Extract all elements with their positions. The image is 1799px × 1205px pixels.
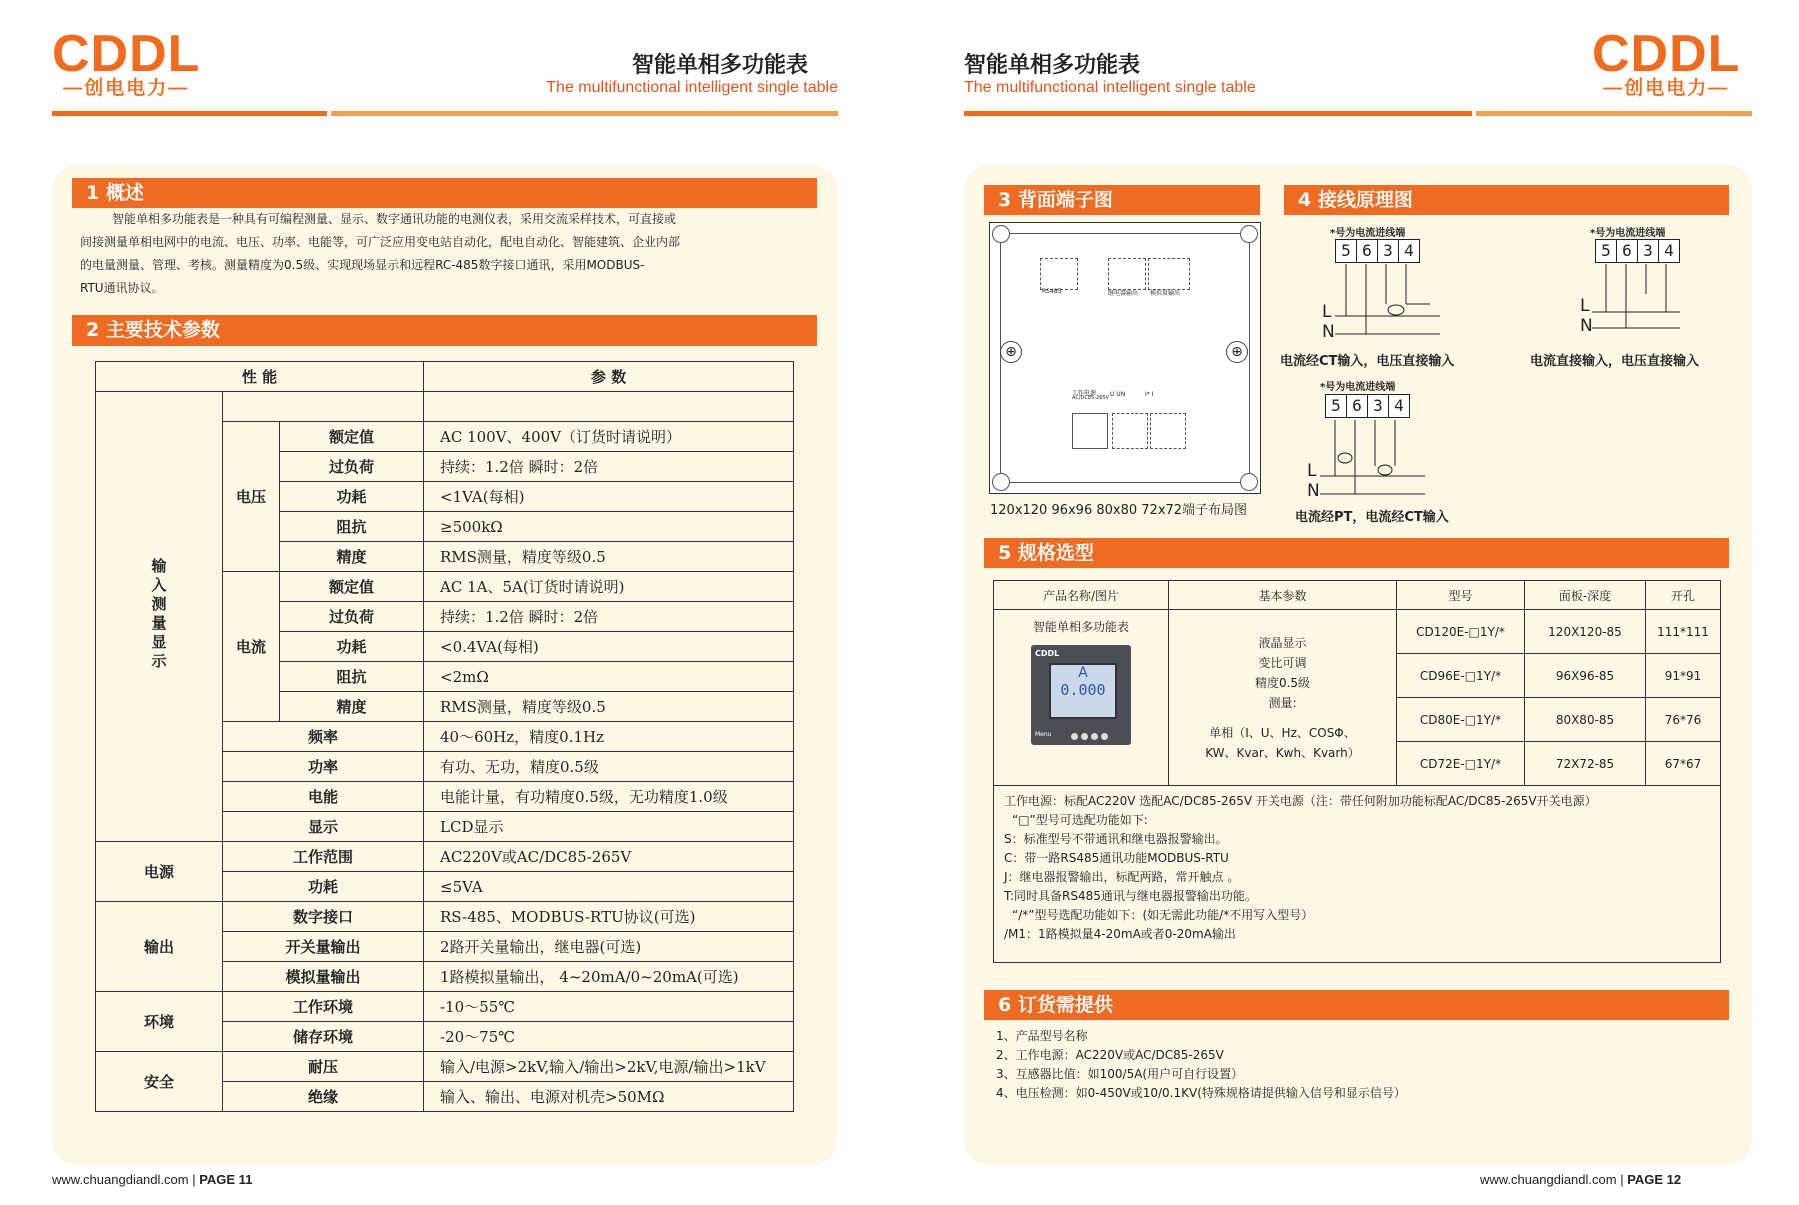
page-subtitle: The multifunctional intelligent single table [546,79,838,96]
footer-url[interactable]: www.chuangdiandl.com [52,1172,189,1187]
group-power: 电源 [96,842,223,902]
wiring-lines [1295,378,1495,508]
table-row: 电能 电能计量，有功精度0.5级，无功精度1.0级 [96,782,794,812]
label-relay: 继电器输出 [1108,290,1139,297]
overview-text [80,208,820,300]
section-title-wiring: 4 接线原理图 [1284,185,1729,215]
table-row: 精度 RMS测量，精度等级0.5 [96,692,794,722]
section-title-terminal: 3 背面端子图 [984,185,1260,215]
header-rule [52,111,327,116]
section-title-selection: 5 规格选型 [984,538,1729,568]
list-item: 1、产品型号名称 [996,1029,1088,1043]
table-row: 储存环境 -20～75℃ [96,1022,794,1052]
table-row: 功耗 ≤5VA [96,872,794,902]
header-rule [964,111,1472,116]
table-row: 智能单相多功能表 CDDL A 0.000 Menu 液晶显示 变比可调 精度0.5级 测量: 单相（I、U、Hz、COSΦ、 KW、Kvar、Kwh、Kvarh） CD120E-□1Y/* 120X120-85 111*111 [994,610,1721,654]
lcd-display: A 0.000 [1049,663,1117,719]
header-rule [1476,111,1752,116]
terminal-caption: 120x120 96x96 80x80 72x72端子布局图 [990,503,1248,518]
group-env: 环境 [96,992,223,1052]
header-rule [331,111,838,116]
button-icon [1081,733,1088,740]
group-output: 输出 [96,902,223,992]
table-row: 过负荷 持续：1.2倍 瞬时：2倍 [96,452,794,482]
footer-right: www.chuangdiandl.com | PAGE 12 [1480,1172,1682,1187]
table-row: 绝缘 输入、输出、电源对机壳>50MΩ [96,1082,794,1112]
overview-line: 的电量测量、管理、考核。测量精度为0.5级、实现现场显示和远程RC-485数字接口通讯，采用MODBUS- [80,258,645,272]
table-row: 过负荷 持续：1.2倍 瞬时：2倍 [96,602,794,632]
table-row: 模拟量输出 1路模拟量输出， 4~20mA/0~20mA(可选) [96,962,794,992]
page-number: PAGE 12 [1627,1172,1682,1187]
label-work-range: AC/DC85-265V [1072,395,1109,401]
table-row: 显示 LCD显示 [96,812,794,842]
table-row [994,581,1721,610]
col-header: 面板-深度 [1525,581,1646,610]
overview-line: RTU通讯协议。 [80,281,164,295]
table-row: 输出 数字接口 RS-485、MODBUS-RTU协议(可选) [96,902,794,932]
section-title-overview: 1 概述 [72,178,817,208]
table-row: 安全 耐压 输入/电源>2kV,输入/输出>2kV,电源/输出>1kV [96,1052,794,1082]
section-title-params: 2 主要技术参数 [72,315,817,346]
selection-table [993,580,1721,963]
wiring-lines [1530,224,1740,354]
section-title-order: 6 订货需提供 [984,990,1729,1020]
table-row: 频率 40～60Hz，精度0.1Hz [96,722,794,752]
product-cell: 智能单相多功能表 CDDL A 0.000 Menu [994,610,1169,786]
table-row: 阻抗 <2mΩ [96,662,794,692]
table-row: 阻抗 ≥500kΩ [96,512,794,542]
params-cell: 液晶显示 变比可调 精度0.5级 测量: 单相（I、U、Hz、COSΦ、 KW、Kvar、Kwh、Kvarh） [1169,610,1397,786]
table-row: 功耗 <0.4VA(每相) [96,632,794,662]
header-param: 参 数 [424,362,794,392]
table-row [994,786,1721,963]
button-icon [1101,733,1108,740]
list-item: 3、互感器比值：如100/5A(用户可自行设置） [996,1067,1244,1081]
label-u: U UN [1110,391,1126,398]
table-row: CD72E-□1Y/* 72X72-85 67*67 [994,742,1721,786]
meter-image: CDDL A 0.000 Menu [1031,645,1131,745]
brand-logo: CDDL —创电电力— [52,25,201,99]
screw-icon: ⊕ [1226,341,1248,363]
label-i: I* I [1145,391,1154,398]
col-header: 基本参数 [1169,581,1397,610]
table-row [96,362,794,392]
table-row: 开关量输出 2路开关量输出，继电器(可选) [96,932,794,962]
wiring-diagram-2: *号为电流进线端 5 6 3 4 L N 电流直接输入，电压直接输入 [1530,224,1740,364]
table-row: 电源 工作范围 AC220V或AC/DC85-265V [96,842,794,872]
col-header: 开孔 [1646,581,1721,610]
label-work: 工作电源 [1072,390,1097,397]
label-rs485: RS485 [1042,288,1062,295]
group-safety: 安全 [96,1052,223,1112]
list-item: 4、电压检测：如0-450V或10/0.1KV(特殊规格请提供输入信号和显示信号） [996,1086,1406,1100]
button-icon [1071,733,1078,740]
brand-logo: CDDL —创电电力— [1592,25,1741,99]
col-header: 型号 [1397,581,1525,610]
wiring-diagram-3: *号为电流进线端 5 6 3 4 L N 电流经PT，电流经CT输入 [1295,378,1495,528]
overview-line: 智能单相多功能表是一种具有可编程测量、显示、数字通讯功能的电测仪表，采用交流采样技术，可直接或 [112,212,677,226]
table-row: 功率 有功、无功，精度0.5级 [96,752,794,782]
label-analog: 模拟量输出 [1150,290,1181,297]
group-voltage: 电压 [223,422,280,572]
group-input: 输入测量显示 [96,392,223,842]
table-row: 电流 额定值 AC 1A、5A(订货时请说明) [96,572,794,602]
page-subtitle: The multifunctional intelligent single table [964,79,1256,96]
order-list [996,1027,1406,1103]
list-item: 2、工作电源：AC220V或AC/DC85-265V [996,1048,1224,1062]
table-row: CD80E-□1Y/* 80X80-85 76*76 [994,698,1721,742]
wiring-lines [1280,224,1480,354]
button-icon [1091,733,1098,740]
table-row: 环境 工作环境 -10～55℃ [96,992,794,1022]
group-current: 电流 [223,572,280,722]
overview-line: 间接测量单相电网中的电流、电压、功率、电能等，可广泛应用变电站自动化，配电自动化、智能建筑、企业内部 [80,235,681,249]
table-row: 电压 额定值 AC 100V、400V（订货时请说明） [96,422,794,452]
table-row: CD96E-□1Y/* 96X96-85 91*91 [994,654,1721,698]
screw-icon: ⊕ [1000,341,1022,363]
header-perf: 性 能 [96,362,424,392]
page-number: PAGE 11 [199,1172,253,1187]
table-row: 精度 RMS测量，精度等级0.5 [96,542,794,572]
page-title: 智能单相多功能表 [964,53,1141,78]
notes-cell: 工作电源：标配AC220V 选配AC/DC85-265V 开关电源（注：带任何附加功能标配AC/DC85-265V开关电源） “□”型号可选配功能如下: S：标准型号不带通讯和继电器报警输出。 C：带一路RS485通讯功能MODBUS-RTU J：继电器报警输出，标配两路，常开触点 。 T:同时具备RS485通讯与继电器报警输出功能。 “/*”型号选配功能如下：(如无需此功能/*不用写入型号） /M1：1路模拟量4-20mA或者0-20mA输出 [994,786,1721,963]
table-row: 功耗 <1VA(每相) [96,482,794,512]
footer-url[interactable]: www.chuangdiandl.com [1480,1172,1617,1187]
page-title: 智能单相多功能表 [632,53,809,78]
col-header: 产品名称/图片 [994,581,1169,610]
footer-left: www.chuangdiandl.com | PAGE 11 [52,1172,253,1187]
table-row [96,392,794,422]
wiring-diagram-1: *号为电流进线端 5 6 3 4 L N 电流经CT输入，电压直接输入 [1280,224,1480,364]
terminal-diagram [989,222,1261,494]
spec-table [95,361,794,1112]
